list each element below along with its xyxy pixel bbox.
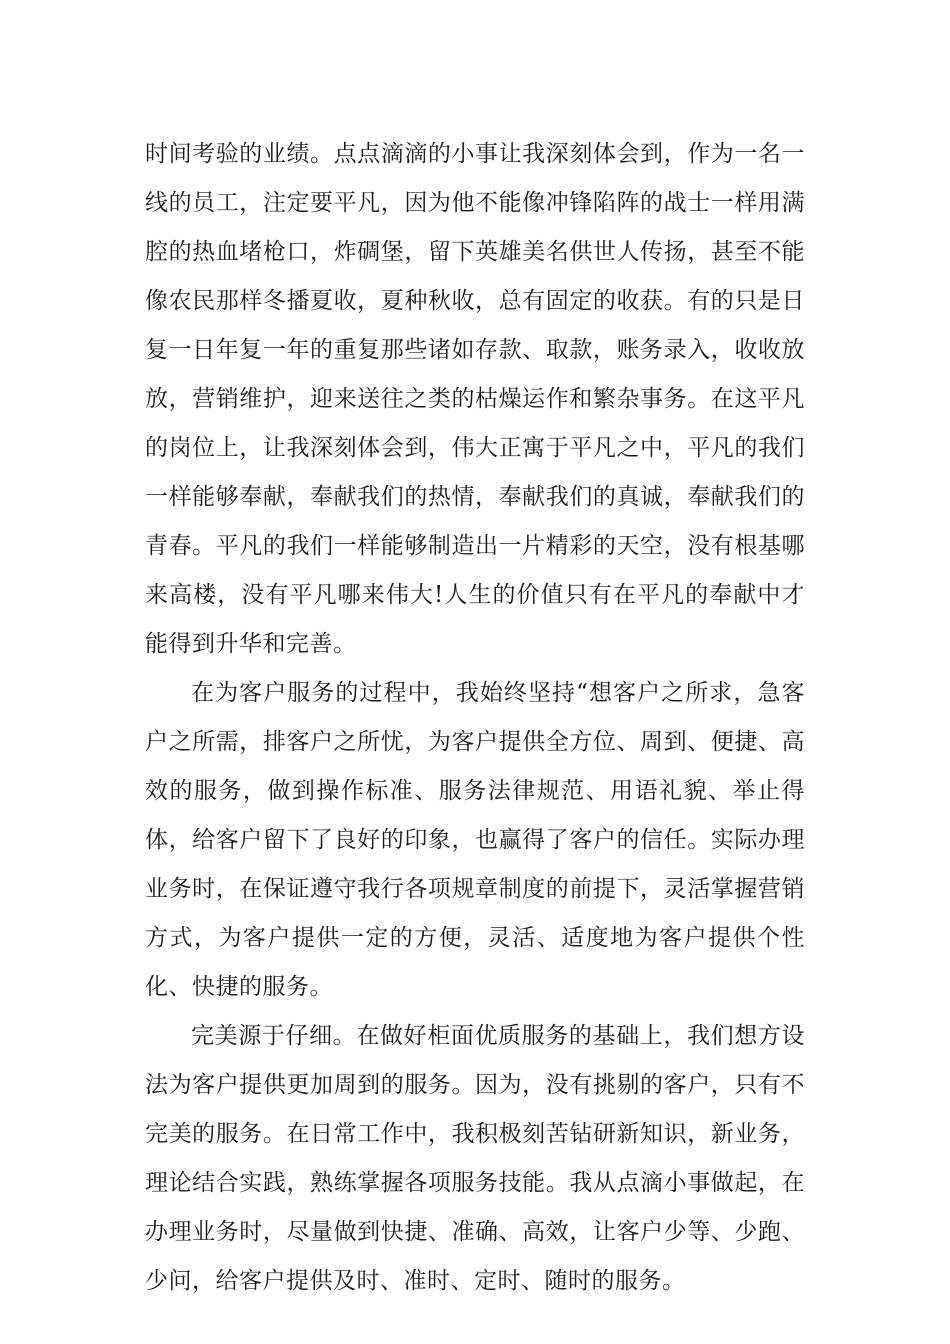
paragraph-customer-service: 在为客户服务的过程中，我始终坚持“想客户之所求，急客户之所需，排客户之所忧，为客户提供全方位、周到、便捷、高效的服务，做到操作标准、服务法律规范、用语礼貌、举止得体，给客户留下了良好的印象，也赢得了客户的信任。实际办理业务时，在保证遵守我行各项规章制度的前提下，灵活掌握营销方式，为客户提供一定的方便，灵活、适度地为客户提供个性化、快捷的服务。 [145, 680, 805, 1000]
document-body [145, 130, 805, 1306]
paragraph-continuation: 时间考验的业绩。点点滴滴的小事让我深刻体会到，作为一名一线的员工，注定要平凡，因为他不能像冲锋陷阵的战士一样用满腔的热血堵枪口，炸碉堡，留下英雄美名供世人传扬，甚至不能像农民那样冬播夏收，夏种秋收，总有固定的收获。有的只是日复一日年复一年的重复那些诸如存款、取款，账务录入，收收放放，营销维护，迎来送往之类的枯燥运作和繁杂事务。在这平凡的岗位上，让我深刻体会到，伟大正寓于平凡之中，平凡的我们一样能够奉献，奉献我们的热情，奉献我们的真诚，奉献我们的青春。平凡的我们一样能够制造出一片精彩的天空，没有根基哪来高楼，没有平凡哪来伟大!人生的价值只有在平凡的奉献中才能得到升华和完善。 [145, 141, 805, 657]
paragraph-perfection: 完美源于仔细。在做好柜面优质服务的基础上，我们想方设法为客户提供更加周到的服务。因为，没有挑剔的客户，只有不完美的服务。在日常工作中，我积极刻苦钻研新知识，新业务，理论结合实践，熟练掌握各项服务技能。我从点滴小事做起，在办理业务时，尽量做到快捷、准确、高效，让客户少等、少跑、少问，给客户提供及时、准时、定时、随时的服务。 [145, 1023, 805, 1294]
